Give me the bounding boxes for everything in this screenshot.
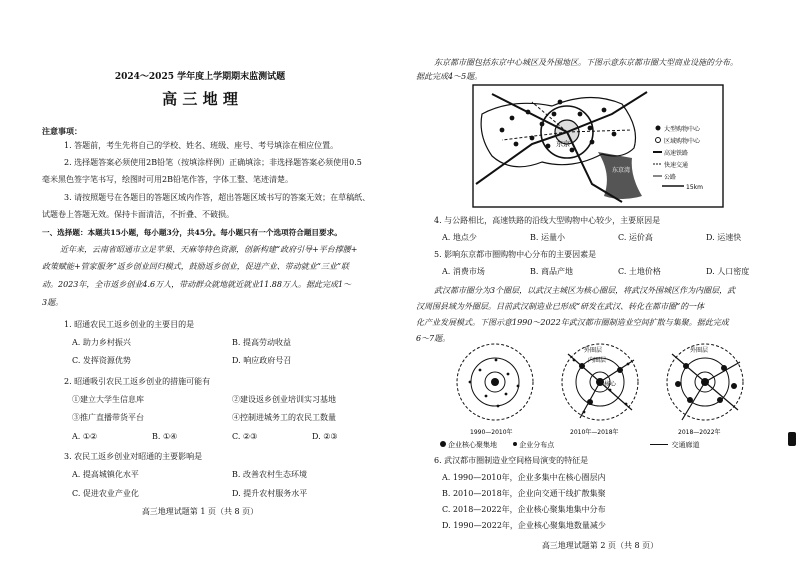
q6-option-b[interactable]: B. 2010—2018年，企业向交通干线扩散集聚 — [442, 489, 606, 498]
q4-option-d[interactable]: D. 运速快 — [706, 233, 742, 242]
label-core: 核心 — [604, 381, 617, 388]
period-3: 2018—2022年 — [678, 429, 721, 436]
question-4: 4. 与公路相比，高速铁路的沿线大型购物中心较少，主要原因是 — [434, 216, 661, 225]
q5-option-b[interactable]: B. 商品产地 — [530, 267, 573, 276]
q2-option-c[interactable]: C. ②③ — [232, 432, 258, 441]
wuhan-passage-2: 汉周围县域为外圈层。目前武汉制造业已形成“研发在武汉、转化在都市圈”的一体 — [416, 302, 705, 311]
map-city-label: 东京 — [556, 140, 570, 148]
legend-regional-mall: 区域购物中心 — [664, 138, 701, 145]
q2-option-a[interactable]: A. ①② — [72, 432, 98, 441]
q1-option-a[interactable]: A. 助力乡村振兴 — [72, 338, 131, 347]
diagram-periods — [470, 428, 721, 436]
q2-item-1: ①建立大学生信息库 — [72, 395, 144, 404]
notice-3: 3. 请按照题号在各题目的答题区域内作答，超出答题区域书写的答案无效；在草稿纸、 — [64, 193, 371, 202]
legend-corridor-label: 交通廊道 — [671, 441, 700, 449]
q3-option-c[interactable]: C. 促进农业产业化 — [72, 489, 139, 498]
passage-line-3: 动。2023年，全市返乡创业4.6万人，带动群众就地就近就业11.88万人。据此完成1～ — [42, 280, 352, 289]
diagram-legend — [416, 440, 699, 450]
subject-title: 高 三 地 理 — [162, 90, 238, 108]
wuhan-passage-4: 6～7题。 — [416, 334, 451, 343]
q5-option-d[interactable]: D. 人口密度 — [706, 267, 750, 276]
passage-line-1: 近年来，云南省昭通市立足苹果、天麻等特色资源，创新构建“政府引导+平台撑腰+ — [60, 245, 358, 254]
question-3: 3. 农民工返乡创业对昭通的主要影响是 — [64, 452, 203, 461]
q6-option-d[interactable]: D. 1990—2022年，企业核心聚集地数量减少 — [442, 521, 606, 530]
q2-item-3: ③推广直播带货平台 — [72, 413, 144, 422]
question-5: 5. 影响东京都市圈购物中心分布的主要因素是 — [434, 250, 597, 259]
q6-option-c[interactable]: C. 2018—2022年，企业核心聚集地集中分布 — [442, 505, 606, 514]
passage-line-2: 政策赋能+管家服务”返乡创业回归模式，鼓励返乡创业，促进产业、带动就业“三业”联 — [42, 262, 349, 271]
q5-option-c[interactable]: C. 土地价格 — [618, 267, 661, 276]
q2-option-b[interactable]: B. ①④ — [152, 432, 178, 441]
q2-option-d[interactable]: D. ②③ — [312, 432, 338, 441]
label-inner-ring: 内圈层 — [588, 357, 607, 364]
binding-mark — [788, 432, 796, 446]
legend-fast-transit: 快速交通 — [664, 162, 689, 169]
legend-core-dot — [440, 441, 446, 447]
wuhan-passage-3: 化产业发展模式。下图示意1990～2022年武汉都市圈制造业空间扩散与集聚。据此完成 — [416, 318, 729, 327]
question-2: 2. 昭通吸引农民工返乡创业的措施可能有 — [64, 377, 211, 386]
q1-option-c[interactable]: C. 发挥资源优势 — [72, 356, 131, 365]
label-outer-ring: 外圈层 — [584, 347, 603, 354]
map-scale: 15km — [686, 184, 703, 191]
section-one-heading: 一、选择题：本题共15小题，每小题3分，共45分。每小题只有一个选项符合题目要求。 — [42, 228, 342, 237]
q1-option-d[interactable]: D. 响应政府号召 — [232, 356, 292, 365]
question-1: 1. 昭通农民工返乡创业的主要目的是 — [64, 320, 195, 329]
notice-2: 2. 选择题答案必须使用2B铅笔（按填涂样例）正确填涂；非选择题答案必须使用0.5 — [64, 158, 362, 167]
q2-item-2: ②建设返乡创业培训实习基地 — [232, 395, 336, 404]
intro-line-2: 据此完成4～5题。 — [416, 72, 483, 81]
wuhan-passage-1: 武汉都市圈分为3个圈层，以武汉主城区为核心圈层，将武汉外围城区作为内圈层，武 — [434, 286, 736, 295]
q1-option-b[interactable]: B. 提高劳动收益 — [232, 338, 291, 347]
right-footer: 高三地理试题第 2 页（共 8 页） — [541, 541, 659, 550]
notice-3b: 试题卷上答题无效。保持卡面清洁，不折叠、不破损。 — [42, 210, 234, 219]
legend-hsr: 高速铁路 — [664, 150, 689, 157]
notice-2b: 毫米黑色签字笔书写，绘图时可用2B铅笔作答，字体工整、笔迹清楚。 — [42, 175, 293, 184]
legend-core-label: 企业核心聚集地 — [448, 441, 497, 449]
period-2: 2010年—2018年 — [570, 429, 619, 436]
map-sea-label: 东京湾 — [612, 167, 631, 174]
diagram-1990-2010 — [457, 344, 533, 420]
legend-large-mall: 大型购物中心 — [664, 126, 701, 133]
passage-line-4: 3题。 — [42, 298, 64, 307]
period-1: 1990—2010年 — [470, 429, 513, 436]
wuhan-diagram — [450, 340, 750, 436]
question-6: 6. 武汉都市圈制造业空间格局演变的特征是 — [434, 456, 589, 465]
left-footer: 高三地理试题第 1 页（共 8 页） — [141, 507, 259, 516]
q3-option-b[interactable]: B. 改善农村生态环境 — [232, 470, 307, 479]
q4-option-b[interactable]: B. 运量小 — [530, 233, 565, 242]
q4-option-c[interactable]: C. 运价高 — [618, 233, 653, 242]
legend-road: 公路 — [664, 174, 677, 181]
legend-corridor-line — [650, 444, 668, 445]
intro-line-1: 东京都市圈包括东京中心城区及外围地区。下图示意东京都市圈大型商业设施的分布。 — [434, 58, 738, 67]
q2-item-4: ④控制进城务工的农民工数量 — [232, 413, 336, 422]
tokyo-map — [472, 84, 724, 208]
q3-option-d[interactable]: D. 提升农村服务水平 — [232, 489, 308, 498]
legend-point-label: 企业分布点 — [519, 441, 555, 449]
right-page — [400, 0, 800, 566]
q3-option-a[interactable]: A. 提高城镇化水平 — [72, 470, 139, 479]
notice-heading: 注意事项： — [42, 126, 82, 136]
legend-point-dot — [513, 442, 517, 446]
q5-option-a[interactable]: A. 消费市场 — [442, 267, 485, 276]
label-outer-ring-3: 外圈层 — [690, 347, 709, 354]
q6-option-a[interactable]: A. 1990—2010年，企业多集中在核心圈层内 — [442, 473, 606, 482]
diagram-2010-2018 — [562, 344, 638, 420]
q4-option-a[interactable]: A. 地点少 — [442, 233, 477, 242]
diagram-2018-2022 — [667, 344, 743, 420]
exam-title: 2024～2025 学年度上学期期末监测试题 — [114, 72, 286, 82]
notice-1: 1. 答题前，考生先将自己的学校、姓名、班级、座号、考号填涂在相应位置。 — [64, 141, 339, 150]
